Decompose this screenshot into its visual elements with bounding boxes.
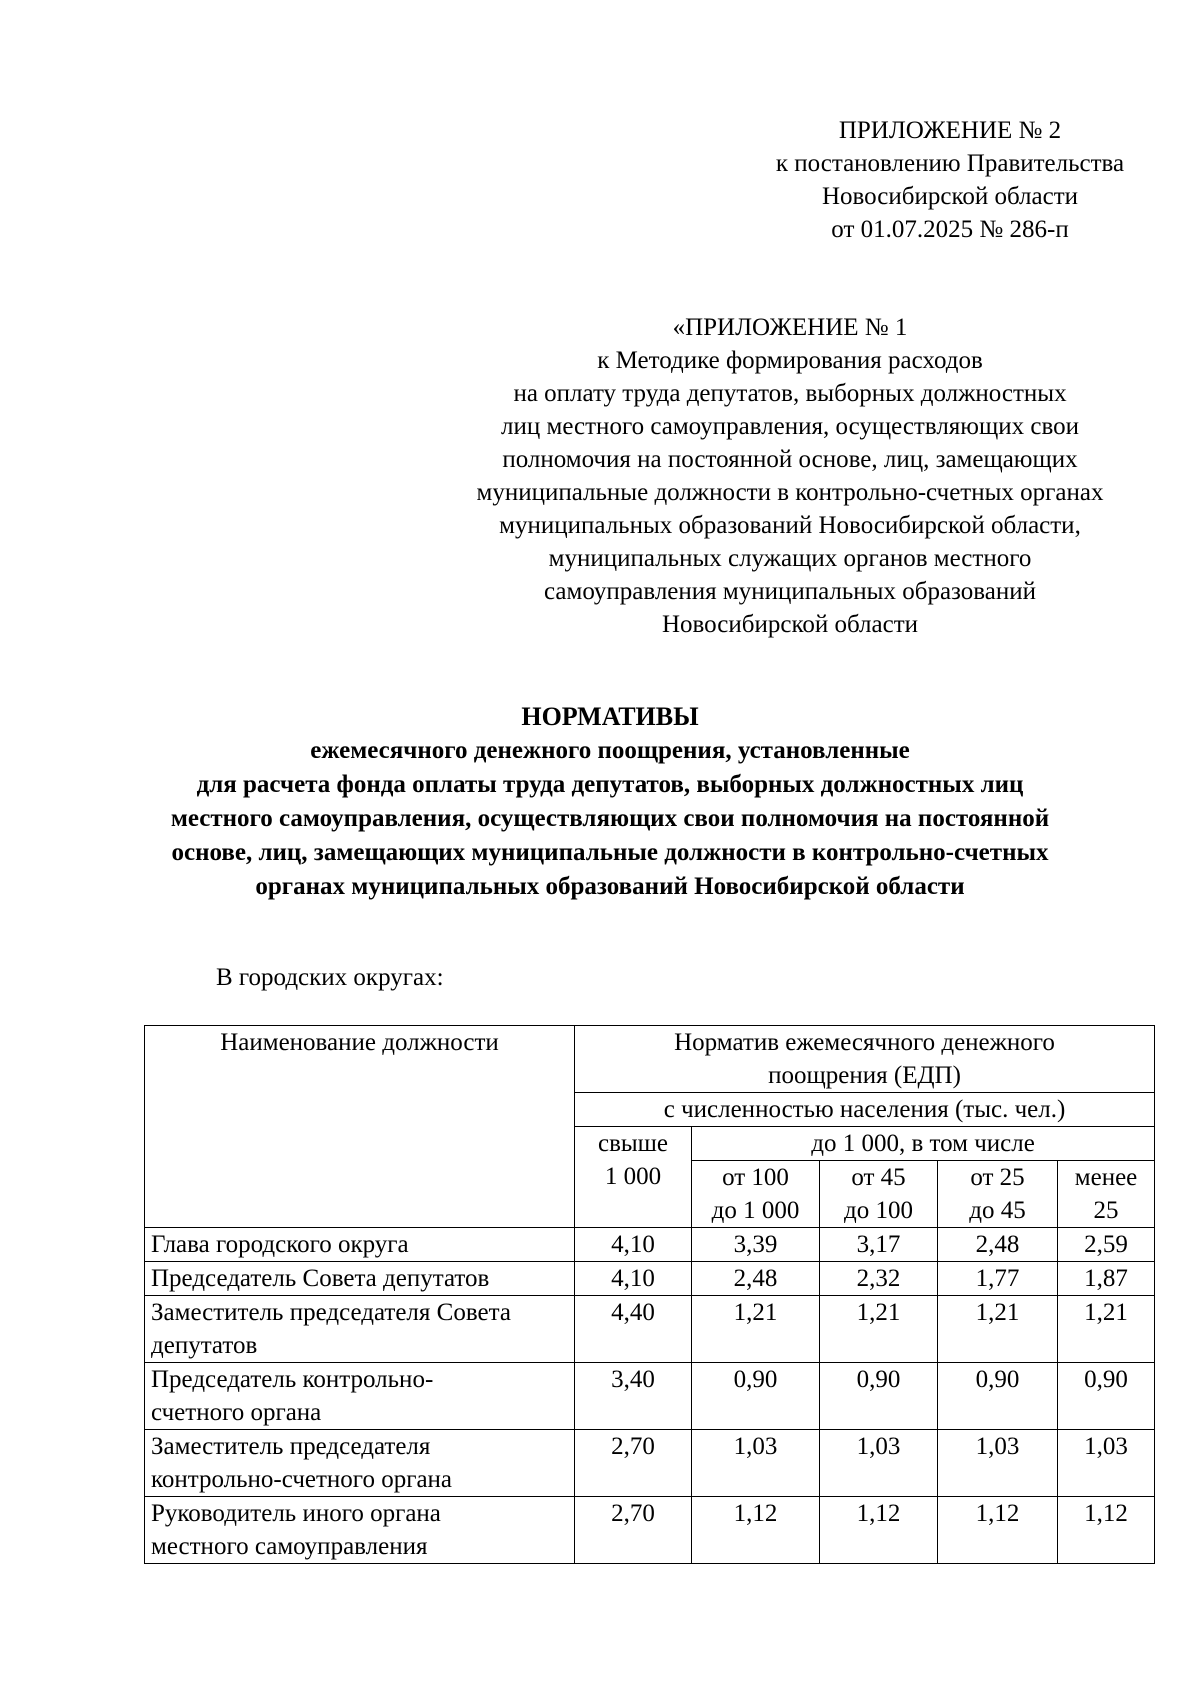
value-cell: 1,12 (938, 1497, 1058, 1564)
value-cell: 2,48 (938, 1228, 1058, 1262)
appendix-1-line: полномочия на постоянной основе, лиц, замещающих (502, 446, 1078, 473)
value-cell: 4,40 (575, 1296, 692, 1363)
table-row (145, 1262, 1155, 1296)
position-name: Руководитель иного органа местного самоуправления (145, 1497, 575, 1564)
position-name: Глава городского округа (145, 1228, 575, 1262)
appendix-1-line: Новосибирской области (661, 611, 919, 638)
value-cell: 2,70 (575, 1497, 692, 1564)
header-position: Наименование должности (145, 1026, 575, 1228)
title-line: для расчета фонда оплаты труда депутатов, выборных должностных лиц (196, 771, 1024, 798)
value-cell: 0,90 (938, 1363, 1058, 1430)
value-cell: 1,21 (820, 1296, 938, 1363)
value-cell: 3,39 (692, 1228, 820, 1262)
header-sub-25-45: от 25 до 45 (938, 1161, 1058, 1228)
header-population: с численностью населения (тыс. чел.) (575, 1093, 1155, 1127)
appendix-2-line: к постановлению Правительства (775, 150, 1125, 177)
value-cell: 0,90 (1058, 1363, 1155, 1430)
value-cell: 1,03 (1058, 1430, 1155, 1497)
appendix-1-line: к Методике формирования расходов (597, 347, 983, 374)
norms-table (144, 1025, 1155, 1564)
appendix-2-header (720, 114, 1180, 246)
value-cell: 0,90 (820, 1363, 938, 1430)
value-cell: 3,17 (820, 1228, 938, 1262)
title-line: ежемесячного денежного поощрения, установленные (310, 737, 910, 764)
value-cell: 1,21 (1058, 1296, 1155, 1363)
appendix-2-line: ПРИЛОЖЕНИЕ № 2 (838, 117, 1062, 144)
title-line: местного самоуправления, осуществляющих свои полномочия на постоянной (170, 805, 1050, 832)
value-cell: 1,03 (820, 1430, 938, 1497)
value-cell: 1,87 (1058, 1262, 1155, 1296)
value-cell: 2,70 (575, 1430, 692, 1497)
value-cell: 3,40 (575, 1363, 692, 1430)
table-row (145, 1363, 1155, 1430)
value-cell: 0,90 (692, 1363, 820, 1430)
title-line: органах муниципальных образований Новосибирской области (255, 873, 965, 900)
value-cell: 1,21 (938, 1296, 1058, 1363)
appendix-1-line: лиц местного самоуправления, осуществляющих свои (501, 413, 1079, 440)
value-cell: 2,32 (820, 1262, 938, 1296)
table-row (145, 1228, 1155, 1262)
appendix-2-line: от 01.07.2025 № 286-п (831, 216, 1069, 243)
header-norm: Норматив ежемесячного денежного поощрения (ЕДП) (575, 1026, 1155, 1093)
appendix-1-header (420, 311, 1160, 641)
appendix-1-line: муниципальные должности в контрольно-счетных органах (476, 479, 1104, 506)
value-cell: 1,12 (820, 1497, 938, 1564)
value-cell: 4,10 (575, 1262, 692, 1296)
header-sub-45-100: от 45 до 100 (820, 1161, 938, 1228)
table-row (145, 1497, 1155, 1564)
intro-text: В городских округах: (216, 964, 444, 991)
appendix-2-line: Новосибирской области (821, 183, 1079, 210)
position-name: Председатель контрольно- счетного органа (145, 1363, 575, 1430)
value-cell: 1,77 (938, 1262, 1058, 1296)
header-over-1000: свыше 1 000 (575, 1127, 692, 1228)
appendix-1-line: муниципальных образований Новосибирской области, (499, 512, 1081, 539)
value-cell: 1,03 (938, 1430, 1058, 1497)
position-name: Председатель Совета депутатов (145, 1262, 575, 1296)
appendix-1-line: на оплату труда депутатов, выборных должностных (513, 380, 1067, 407)
header-upto-1000: до 1 000, в том числе (692, 1127, 1155, 1161)
position-name: Заместитель председателя Совета депутатов (145, 1296, 575, 1363)
header-sub-under-25: менее 25 (1058, 1161, 1155, 1228)
appendix-1-line: «ПРИЛОЖЕНИЕ № 1 (672, 314, 908, 341)
table-row (145, 1430, 1155, 1497)
appendix-1-line: самоуправления муниципальных образований (544, 578, 1036, 605)
table-row (145, 1296, 1155, 1363)
value-cell: 1,12 (1058, 1497, 1155, 1564)
value-cell: 2,59 (1058, 1228, 1155, 1262)
header-sub-100-1000: от 100 до 1 000 (692, 1161, 820, 1228)
document-title (80, 700, 1140, 904)
appendix-1-line: муниципальных служащих органов местного (548, 545, 1032, 572)
title-main: НОРМАТИВЫ (521, 702, 699, 731)
value-cell: 2,48 (692, 1262, 820, 1296)
title-line: основе, лиц, замещающих муниципальные должности в контрольно-счетных (171, 839, 1049, 866)
value-cell: 1,12 (692, 1497, 820, 1564)
value-cell: 1,03 (692, 1430, 820, 1497)
value-cell: 1,21 (692, 1296, 820, 1363)
value-cell: 4,10 (575, 1228, 692, 1262)
position-name: Заместитель председателя контрольно-счетного органа (145, 1430, 575, 1497)
